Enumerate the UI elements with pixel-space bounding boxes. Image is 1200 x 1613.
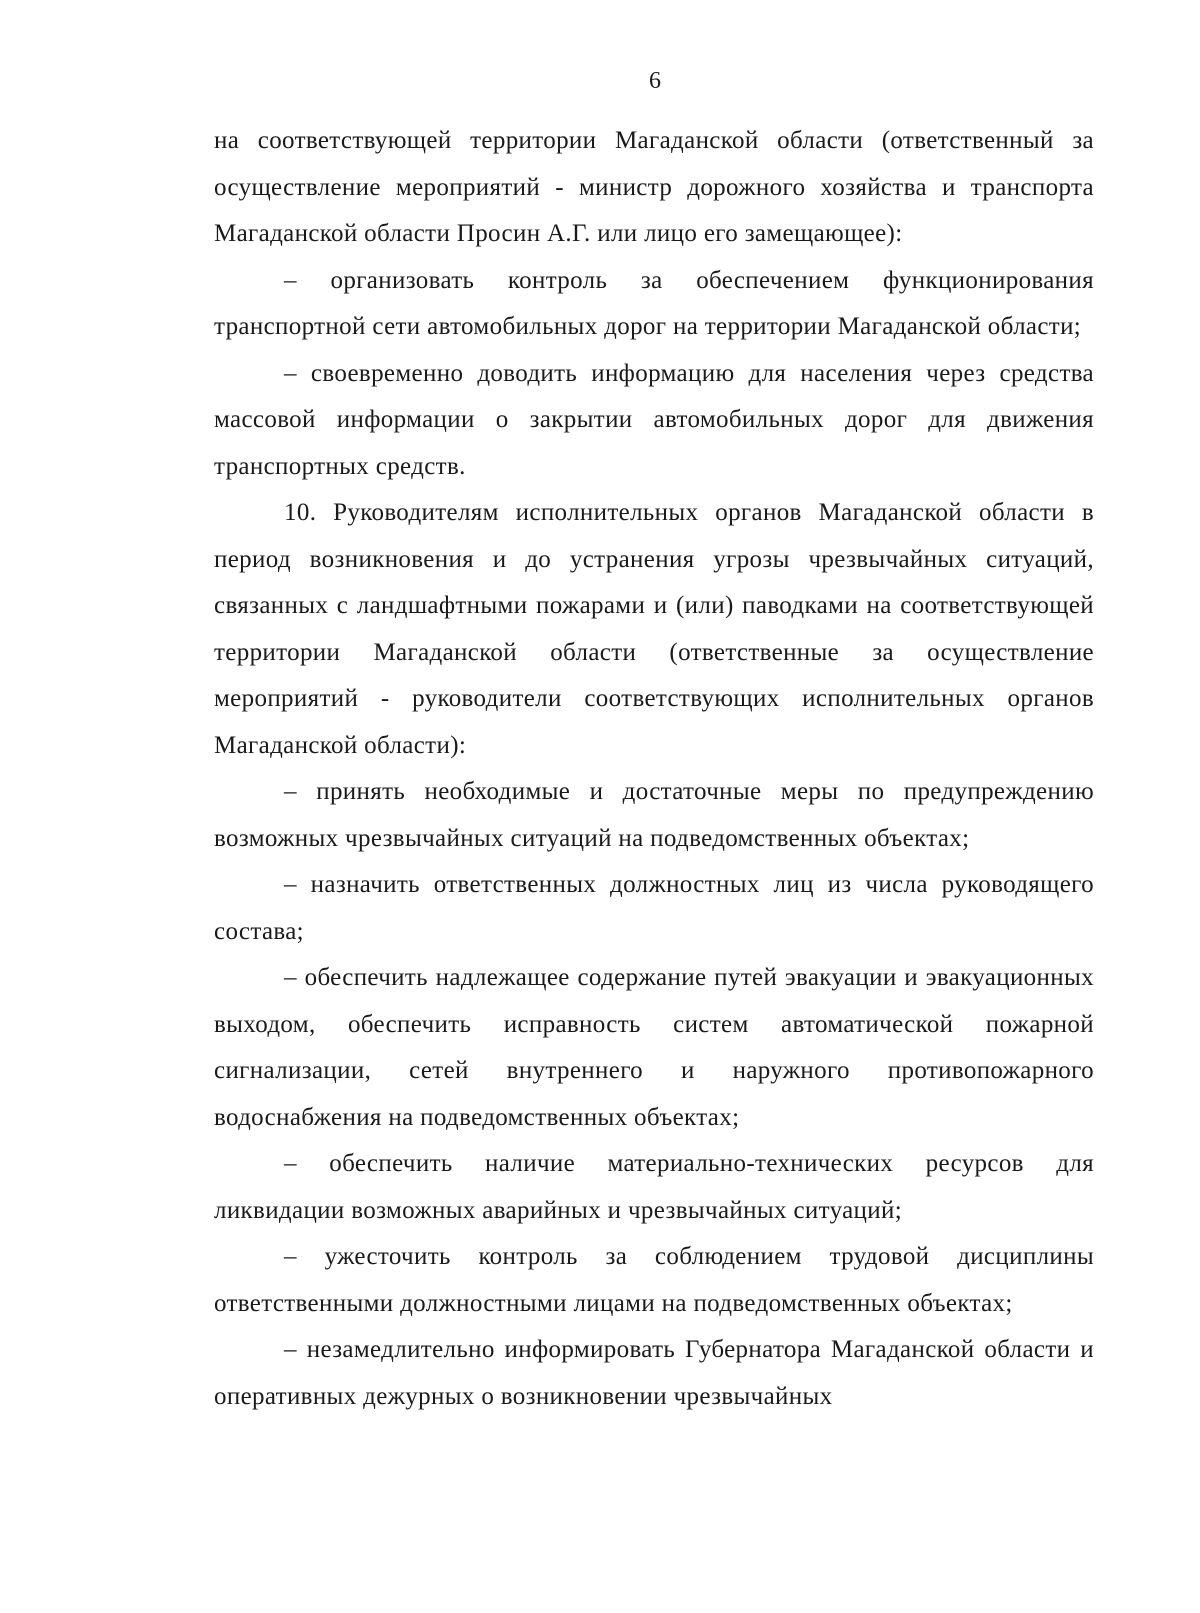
document-body [214,118,1094,1420]
paragraph-bullet: – своевременно доводить информацию для населения через средства массовой информации о закрытии автомобильных дорог для движения транспортных средств. [214,359,1094,480]
paragraph-bullet: – ужесточить контроль за соблюдением трудовой дисциплины ответственными должностными лицами на подведомственных объектах; [214,1243,1094,1317]
paragraph-bullet: – обеспечить наличие материально-технических ресурсов для ликвидации возможных аварийных и чрезвычайных ситуаций; [214,1150,1094,1224]
paragraph-bullet: – обеспечить надлежащее содержание путей эвакуации и эвакуационных выходом, обеспечить исправность систем автоматической пожарной сигнализации, сетей внутреннего и наружного противопожарного водоснабжения на подведомственных объектах; [214,964,1094,1131]
paragraph-bullet: – назначить ответственных должностных лиц из числа руководящего состава; [214,871,1094,945]
paragraph-bullet: – незамедлительно информировать Губернатора Магаданской области и оперативных дежурных о возникновении чрезвычайных [214,1336,1094,1410]
paragraph-continuation: на соответствующей территории Магаданской области (ответственный за осуществление мероприятий - министр дорожного хозяйства и транспорта Магаданской области Просин А.Г. или лицо его замещающее): [214,127,1094,247]
paragraph-bullet: – организовать контроль за обеспечением функционирования транспортной сети автомобильных дорог на территории Магаданской области; [214,266,1094,340]
paragraph-numbered: 10. Руководителям исполнительных органов Магаданской области в период возникновения и до устранения угрозы чрезвычайных ситуаций, связанных с ландшафтными пожарами и (или) паводками на соответствующей территории Магаданской области (ответственные за осуществление мероприятий - руководители соответствующих исполнительных органов Магаданской области): [214,499,1094,759]
paragraph-bullet: – принять необходимые и достаточные меры по предупреждению возможных чрезвычайных ситуаций на подведомственных объектах; [214,778,1094,852]
page-number: 6 [649,68,661,94]
